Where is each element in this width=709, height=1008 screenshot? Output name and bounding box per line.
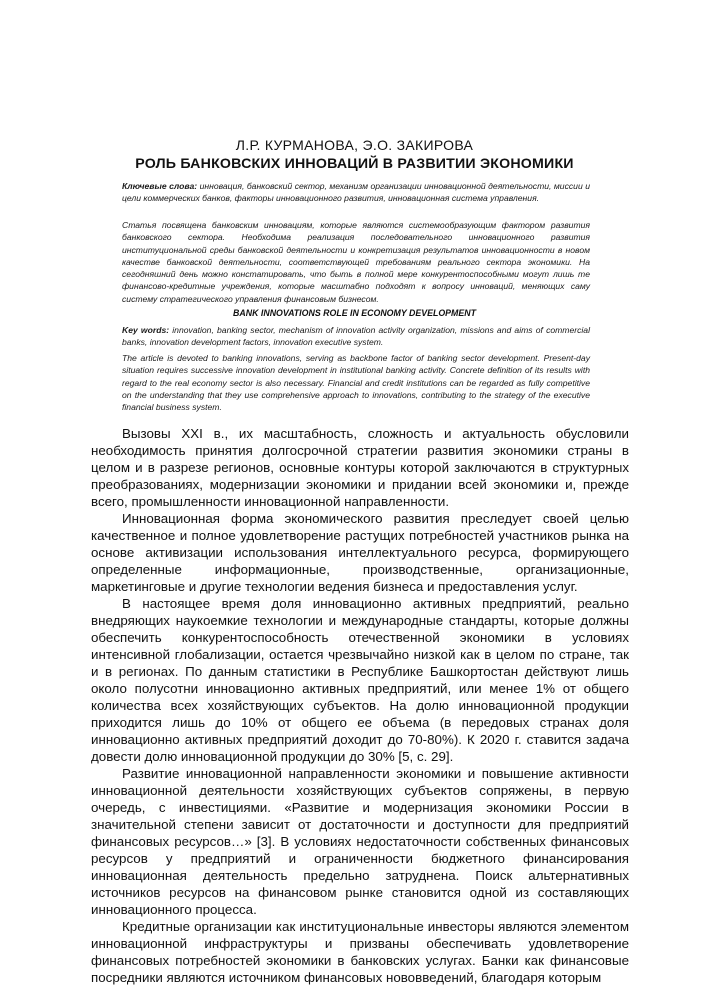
body-paragraph-1: Вызовы XXI в., их масштабность, сложность и актуальность обусловили необходимость принятия долгосрочной стратегии развития экономики страны в целом и в разрезе регионов, основные контуры которой заключаются в структурных преобразованиях, модернизации экономики и придании всей экономики и, прежде всего, промышленности инновационной направленности.	[91, 426, 629, 509]
en-abstract-summary: The article is devoted to banking innovations, serving as backbone factor of banking sector development. Present-day situation requires successive innovation development in institutional banking activity. Concrete definition of its results with regard to the real economy sector is also necessary. Financial and credit institutions can be regarded as fully competitive on the understanding that they use comprehensive approach to innovations, contributing to the strategy of the executive financial business system.	[122, 353, 590, 413]
article-authors: Л.Р. КУРМАНОВА, Э.О. ЗАКИРОВА	[235, 137, 474, 153]
article-title: РОЛЬ БАНКОВСКИХ ИННОВАЦИЙ В РАЗВИТИИ ЭКОНОМИКИ	[135, 156, 574, 172]
ru-abstract-summary: Статья посвящена банковским инновациям, которые являются системообразующим фактором развития банковского сектора. Необходима реализация последовательного инновационного развития институциональной среды банковской деятельности и конкретизация результатов инновационности в новом качестве банковской деятельности, соответствующей требованиям реального сектора экономики. На сегодняшний день можно констатировать, что быть в полной мере конкурентоспособными могут лишь те финансово-кредитные учреждения, которые масштабно подходят к вопросу инноваций, меняющих саму систему стратегического управления финансовым бизнесом.	[122, 220, 590, 304]
body-paragraph-4: Развитие инновационной направленности экономики и повышение активности инновационной деятельности хозяйствующих субъектов сопряжены, в первую очередь, с инвестициями. «Развитие и модернизация экономики России в значительной степени зависит от достаточности и доступности для предприятий финансовых ресурсов…» [3]. В условиях недостаточности собственных финансовых ресурсов у предприятий и ограниченности бюджетного финансирования инновационная деятельность предельно затруднена. Поиск альтернативных источников ресурсов на финансовом рынке становится одной из составляющих инновационного процесса.	[91, 766, 629, 917]
body-paragraph-3: В настоящее время доля инновационно активных предприятий, реально внедряющих наукоемкие технологии и международные стандарты, которые должны обеспечить конкурентоспособность отечественной экономики в условиях интенсивной глобализации, остается чрезвычайно низкой как в целом по стране, так и в регионах. По данным статистики в Республике Башкортостан действуют лишь около полусотни инновационно активных предприятий, или менее 1% от общего количества всех хозяйствующих субъектов. На долю инновационной продукции приходится лишь до 10% от общего ее объема (в передовых странах доля инновационно активных предприятий доходит до 70-80%). К 2020 г. ставится задача довести долю инновационной продукции до 30% [5, с. 29].	[91, 596, 629, 764]
body-paragraph-5: Кредитные организации как институциональные инвесторы являются элементом инновационной инфраструктуры и призваны обеспечивать удовлетворение финансовых потребностей экономики в банковских услугах. Банки как финансовые посредники являются источником финансовых нововведений, благодаря которым	[91, 919, 629, 985]
en-keywords	[122, 324, 590, 349]
ru-keywords-text: инновация, банковский сектор, механизм организации инновационной деятельности, миссии и цели коммерческих банков, факторы инновационного развития, инновационная система управления.	[122, 181, 590, 204]
en-keywords-label: Key words:	[122, 325, 170, 335]
ru-keywords	[122, 180, 590, 205]
ru-keywords-label: Ключевые слова:	[122, 181, 198, 191]
article-body	[91, 425, 629, 986]
english-title: BANK INNOVATIONS ROLE IN ECONOMY DEVELOPMENT	[233, 308, 476, 318]
body-paragraph-2: Инновационная форма экономического развития преследует своей целью качественное и полное удовлетворение растущих потребностей участников рынка на основе активизации использования интеллектуального ресурса, формирующего определенные информационные, производственные, организационные, маркетинговые и другие технологии ведения бизнеса и предоставления услуг.	[91, 511, 629, 594]
en-keywords-text: innovation, banking sector, mechanism of innovation activity organization, missions and aims of commercial banks, innovation development factors, innovation executive system.	[122, 325, 590, 348]
